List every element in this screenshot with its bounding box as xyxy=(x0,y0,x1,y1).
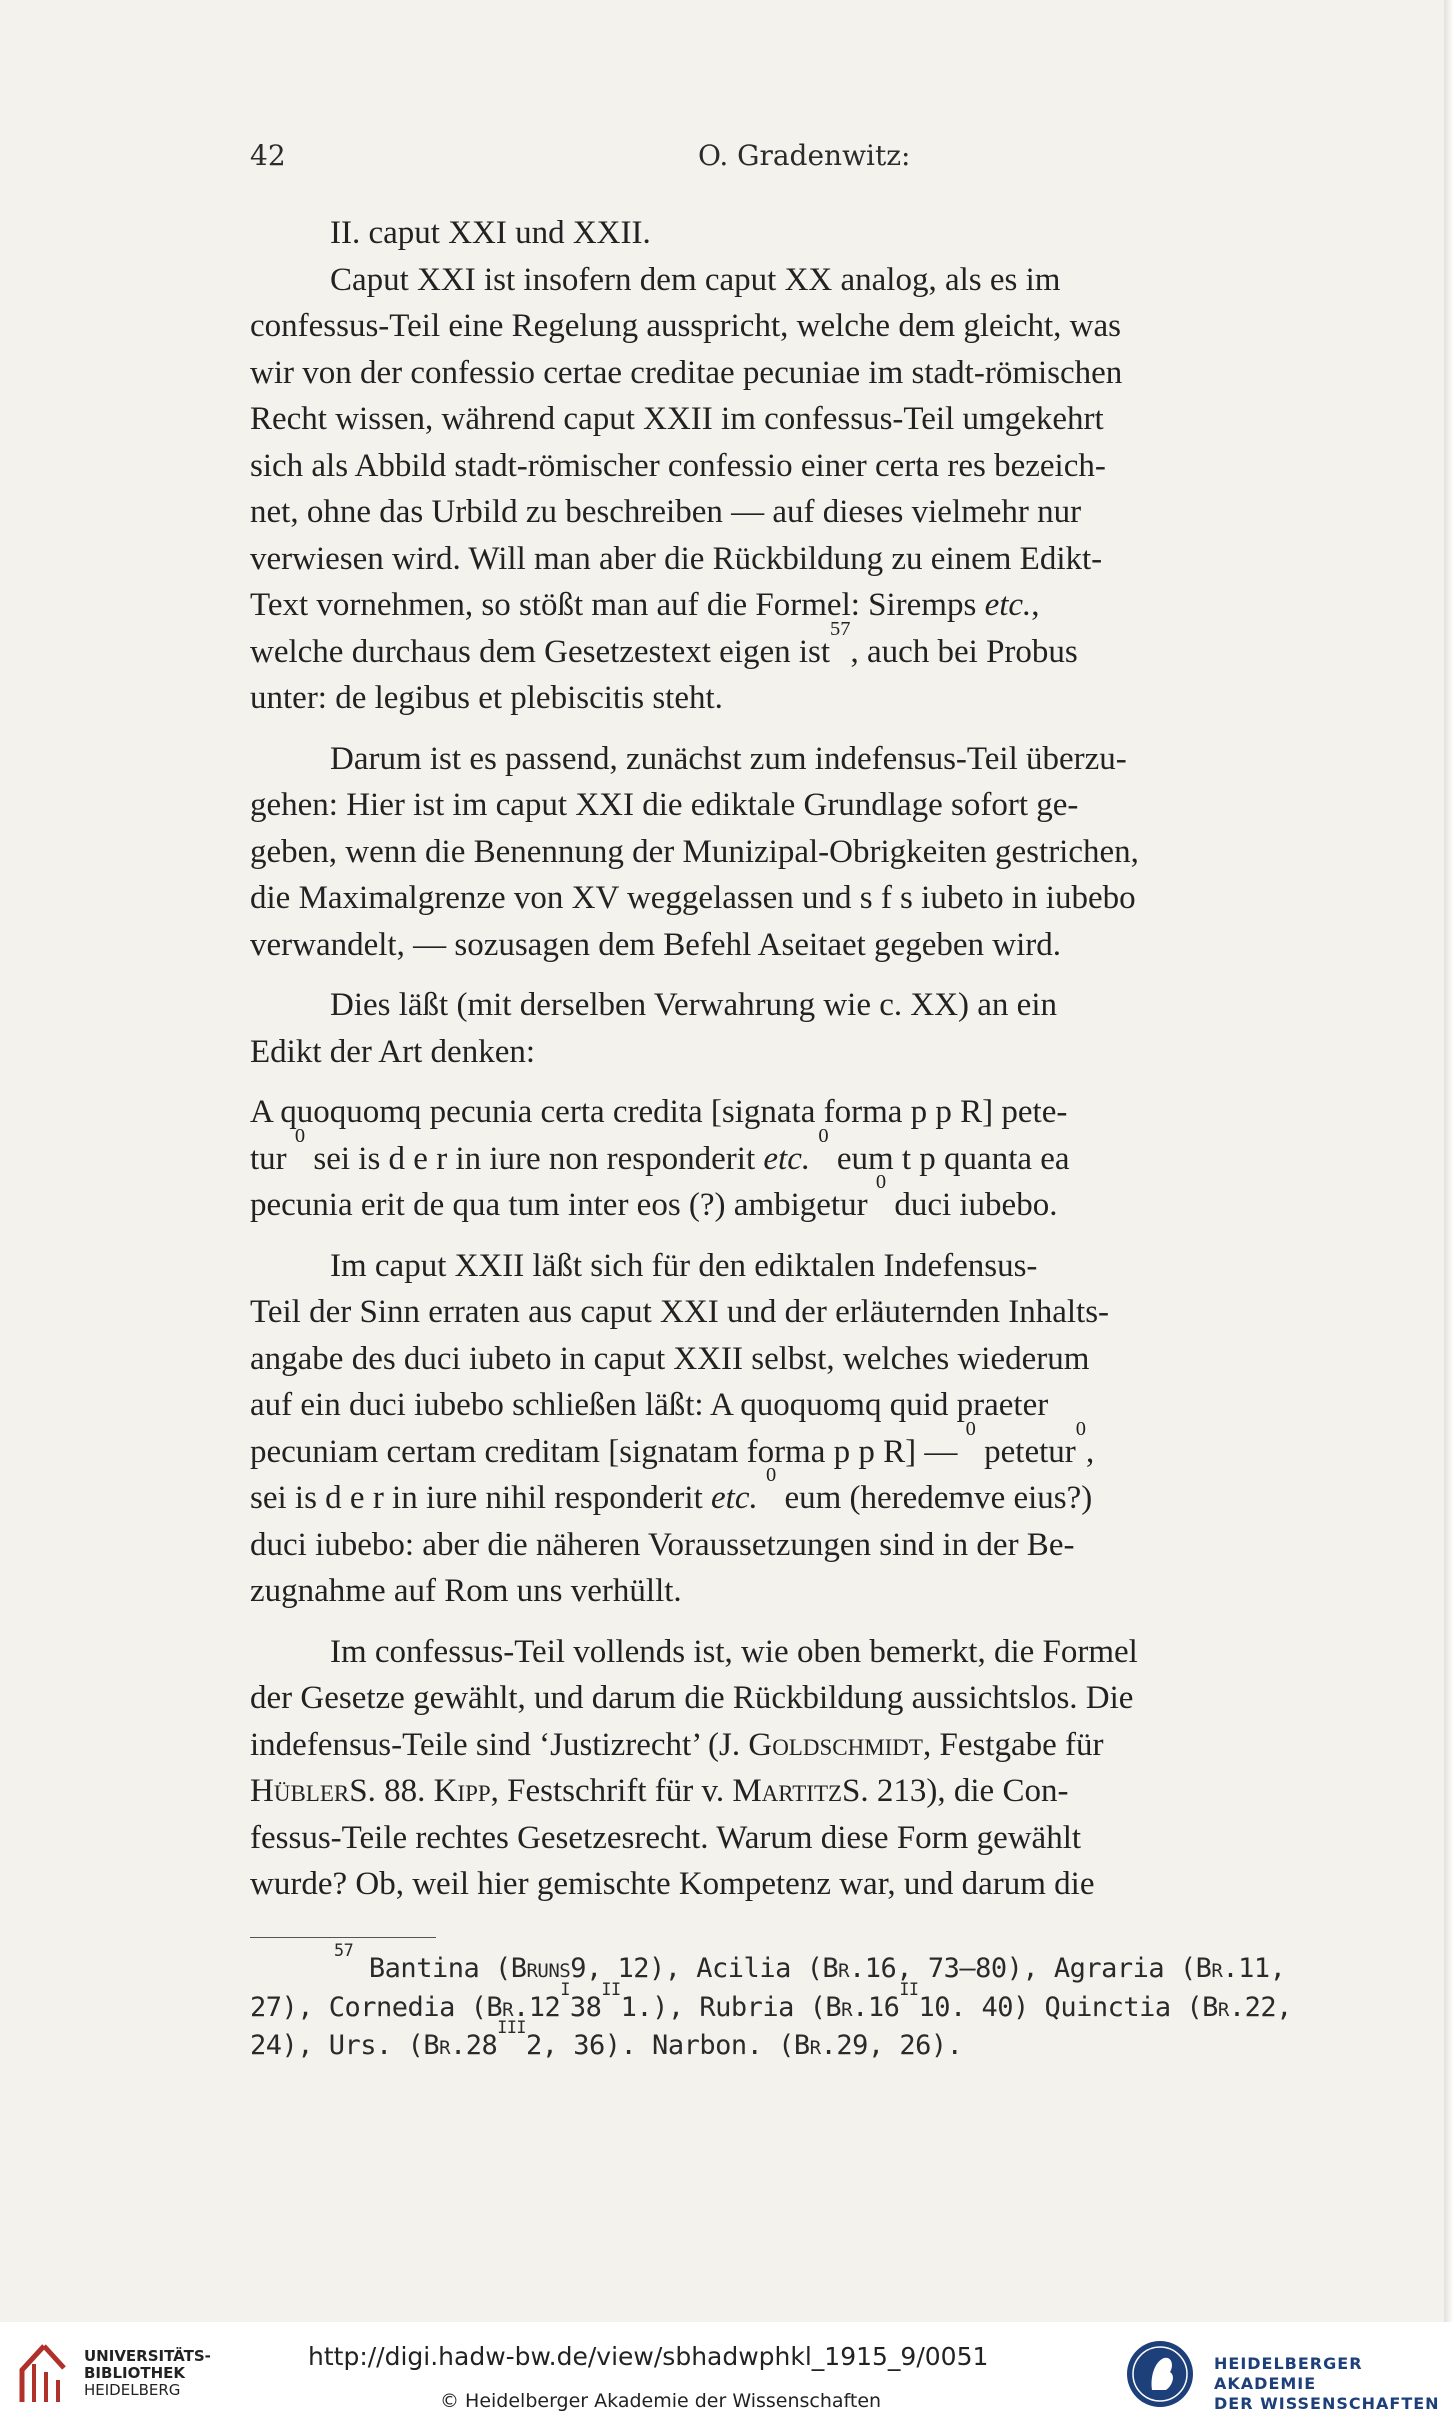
text-line: pecuniam certam creditam [signatam forma p p R] — 0 petetur 0 , xyxy=(250,1417,1095,1470)
body-text xyxy=(250,210,1362,1908)
text-line: Caput XXI ist insofern dem caput XX analog, als es im xyxy=(330,261,1061,298)
library-name: UNIVERSITÄTS- BIBLIOTHEK HEIDELBERG xyxy=(84,2347,211,2399)
academy-seal-icon[interactable] xyxy=(1124,2338,1196,2410)
footnote-rule xyxy=(250,1937,436,1938)
text-line: Im confessus-Teil vollends ist, wie oben bemerkt, die Formel xyxy=(330,1633,1138,1670)
text-line: pecunia erit de qua tum inter eos (?) ambigetur 0 duci iubebo. xyxy=(250,1171,1058,1223)
author-name: Martitz xyxy=(732,1773,843,1809)
footnote-line: 57 Bantina ( Bruns 9, 12), Acilia ( Br. 16, 73—80), Agraria ( Br. 11, xyxy=(334,1940,1286,1984)
paragraph-5 xyxy=(250,1629,1362,1908)
text-line: net, ohne das Urbild zu beschreiben — auf dieses vielmehr nur xyxy=(250,494,1082,530)
text-line: sich als Abbild stadt-römischer confessio einer certa res bezeich- xyxy=(250,447,1106,484)
author-name: Kipp xyxy=(433,1773,491,1809)
viewer-footer xyxy=(0,2322,1454,2425)
page-edge-shadow xyxy=(1444,0,1454,2322)
page-number: 42 xyxy=(250,139,286,172)
running-header xyxy=(250,139,1362,179)
paragraph-4 xyxy=(250,1243,1362,1615)
text-line: confessus-Teil eine Regelung ausspricht, welche dem gleicht, was xyxy=(250,308,1122,344)
text-line: geben, wenn die Benennung der Munizipal-Obrigkeiten gestrichen, xyxy=(250,833,1139,870)
text-line: Im caput XXII läßt sich für den ediktalen Indefensus- xyxy=(330,1247,1038,1284)
text-line: fessus-Teile rechtes Gesetzesrecht. Warum diese Form gewählt xyxy=(250,1819,1082,1856)
text-line: angabe des duci iubeto in caput XXII selbst, welches wiederum xyxy=(250,1340,1090,1377)
text-line: Text vornehmen, so stößt man auf die Formel: Siremps etc. , xyxy=(250,587,1040,623)
edict-formula xyxy=(250,1089,1362,1229)
text-line: Teil der Sinn erraten aus caput XXI und der erläuternden Inhalts- xyxy=(250,1294,1110,1330)
text-line: verwiesen wird. Will man aber die Rückbildung zu einem Edikt- xyxy=(250,540,1103,577)
text-line: verwandelt, — sozusagen dem Befehl Aseitaet gegeben wird. xyxy=(250,926,1061,963)
section-heading: II. caput XXI und XXII. xyxy=(330,215,651,251)
text-line: sei is d e r in iure nihil responderit etc. 0 eum (heredemve eius?) xyxy=(250,1464,1093,1516)
text-line: duci iubebo: aber die näheren Voraussetzungen sind in der Be- xyxy=(250,1526,1075,1563)
text-line: A quoquomq pecunia certa credita [signata forma p p R] pete- xyxy=(250,1094,1068,1130)
text-line: Recht wissen, während caput XXII im confessus-Teil umgekehrt xyxy=(250,401,1104,437)
text-line: Edikt der Art denken: xyxy=(250,1033,536,1070)
text-line: der Gesetze gewählt, und darum die Rückbildung aussichtslos. Die xyxy=(250,1680,1134,1716)
text-line: gehen: Hier ist im caput XXI die ediktale Grundlage sofort ge- xyxy=(250,787,1079,823)
text-line: die Maximalgrenze von XV weggelassen und s f s iubeto in iubebo xyxy=(250,880,1136,916)
text-line: Dies läßt (mit derselben Verwahrung wie c. XX) an ein xyxy=(330,987,1057,1023)
text-line: welche durchaus dem Gesetzestext eigen ist 57 , auch bei Probus xyxy=(250,629,1362,676)
footnote-line: 27), Cornedia ( Br. 12 I 38 II 1.), Rubria ( Br. 16 II 10. 40) Quinctia ( Br. 22, xyxy=(250,1978,1292,2023)
text-line: wir von der confessio certae creditae pecuniae im stadt-römischen xyxy=(250,354,1123,391)
text-line: Hübler S. 88. Kipp , Festschrift für v. Martitz S. 213), die Con- xyxy=(250,1768,1362,1815)
text-line: tur 0 sei is d e r in iure non responderit etc. 0 eum t p quanta ea xyxy=(250,1124,1070,1177)
text-line: auf ein duci iubebo schließen läßt: A quoquomq quid praeter xyxy=(250,1387,1049,1423)
footnote-57 xyxy=(250,1940,1362,2066)
text-line: Darum ist es passend, zunächst zum indefensus-Teil überzu- xyxy=(330,740,1127,777)
paragraph-1 xyxy=(250,257,1362,722)
copyright-notice: © Heidelberger Akademie der Wissenschaften xyxy=(440,2390,882,2412)
paragraph-3 xyxy=(250,982,1362,1075)
text-line: zugnahme auf Rom uns verhüllt. xyxy=(250,1573,682,1609)
academy-name: HEIDELBERGER AKADEMIE DER WISSENSCHAFTEN xyxy=(1214,2354,1440,2413)
author-name: Goldschmidt xyxy=(748,1726,923,1763)
permalink-url[interactable]: http://digi.hadw-bw.de/view/sbhadwphkl_1915_9/0051 xyxy=(308,2342,989,2371)
running-head: O. Gradenwitz: xyxy=(698,139,911,172)
paragraph-2 xyxy=(250,736,1362,969)
text-line: wurde? Ob, weil hier gemischte Kompetenz war, und darum die xyxy=(250,1866,1095,1902)
text-line: unter: de legibus et plebiscitis steht. xyxy=(250,680,723,716)
footnote-ref: 57 xyxy=(830,617,851,640)
text-line: indefensus-Teile sind ‘Justizrecht’ (J. Goldschmidt , Festgabe für xyxy=(250,1722,1362,1769)
footnote-line: 24), Urs. ( Br. 28 III 2, 36). Narbon. ( Br. 29, 26). xyxy=(250,2017,963,2061)
university-library-logo-icon[interactable] xyxy=(14,2342,74,2406)
author-name: Hübler xyxy=(250,1773,350,1809)
